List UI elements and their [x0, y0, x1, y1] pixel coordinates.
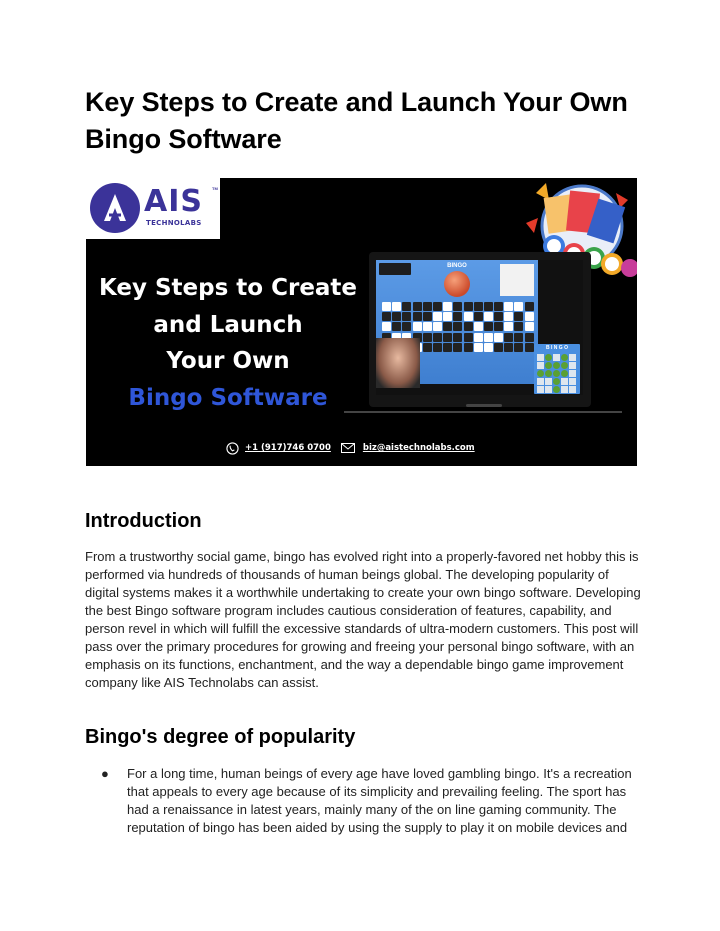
- player-card: [534, 344, 580, 394]
- board-cell: [484, 312, 493, 321]
- laptop-base: [344, 411, 622, 413]
- board-cell: [525, 343, 534, 352]
- board-cell: [433, 312, 442, 321]
- board-cell: [443, 333, 452, 342]
- board-cell: [382, 322, 391, 331]
- board-cell: [504, 343, 513, 352]
- popularity-bullet-list: [85, 765, 645, 837]
- board-cell: [484, 322, 493, 331]
- board-cell: [453, 312, 462, 321]
- board-cell: [433, 322, 442, 331]
- card-cell: [561, 354, 568, 361]
- card-cell: [553, 378, 560, 385]
- contact-line: [226, 440, 475, 456]
- phone-link[interactable]: +1 (917)746 0700: [245, 443, 331, 453]
- board-cell: [474, 343, 483, 352]
- bingo-app-screen: [376, 260, 583, 395]
- board-cell: [433, 343, 442, 352]
- balls-counter: [379, 263, 411, 275]
- card-cell: [553, 362, 560, 369]
- board-cell: [504, 302, 513, 311]
- board-cell: [453, 302, 462, 311]
- card-cell: [553, 354, 560, 361]
- board-cell: [464, 302, 473, 311]
- board-cell: [413, 312, 422, 321]
- logo-subtitle: TECHNOLABS: [146, 219, 202, 227]
- card-cell: [561, 378, 568, 385]
- card-cell: [569, 370, 576, 377]
- board-cell: [525, 322, 534, 331]
- ais-technolabs-logo: [86, 178, 220, 239]
- card-cell: [545, 386, 552, 393]
- board-cell: [464, 343, 473, 352]
- document-title: Key Steps to Create and Launch Your Own Bingo Software: [85, 87, 628, 154]
- board-cell: [474, 312, 483, 321]
- card-cell: [537, 386, 544, 393]
- card-cell: [537, 370, 544, 377]
- section-heading-introduction: Introduction: [85, 510, 202, 532]
- board-cell: [494, 322, 503, 331]
- card-cell: [537, 354, 544, 361]
- app-title: BINGO: [447, 263, 467, 269]
- card-cell: [569, 386, 576, 393]
- board-cell: [484, 343, 493, 352]
- board-cell: [494, 312, 503, 321]
- card-cell: [561, 370, 568, 377]
- logo-trademark: TM: [212, 186, 218, 191]
- board-cell: [453, 333, 462, 342]
- streamer-webcam: [376, 338, 420, 388]
- card-cell: [561, 386, 568, 393]
- board-cell: [443, 343, 452, 352]
- board-cell: [423, 312, 432, 321]
- board-cell: [474, 302, 483, 311]
- introduction-paragraph: From a trustworthy social game, bingo has evolved right into a properly-favored net hobby this is performed via hundreds of thousands of human beings global. The developing popularity of digital systems makes it a worthwhile undertaking to create your own bingo software. Developing the best Bingo software program includes cautious consideration of features, capability, and person revel in which will fulfill the excessive standards of ultra-modern customers. This post will pass over the primary procedures for growing and freeing your personal bingo software, with an emphasis on its functions, enchantment, and the way a dependable bingo game improvement company like AIS Technolabs can assist.: [85, 549, 641, 690]
- board-cell: [514, 312, 523, 321]
- card-cell: [537, 362, 544, 369]
- board-cell: [494, 333, 503, 342]
- board-cell: [382, 302, 391, 311]
- board-cell: [433, 333, 442, 342]
- board-cell: [474, 333, 483, 342]
- board-cell: [464, 312, 473, 321]
- board-cell: [514, 302, 523, 311]
- board-cell: [392, 302, 401, 311]
- card-cell: [553, 386, 560, 393]
- board-cell: [514, 322, 523, 331]
- card-cell: [569, 354, 576, 361]
- laptop-mockup: [369, 252, 591, 407]
- board-cell: [453, 343, 462, 352]
- winning-pattern: [500, 264, 534, 296]
- board-cell: [402, 312, 411, 321]
- board-cell: [504, 312, 513, 321]
- board-cell: [494, 343, 503, 352]
- banner-headline-line: Key Steps to Create: [98, 275, 358, 301]
- board-cell: [402, 322, 411, 331]
- card-cell: [569, 362, 576, 369]
- board-cell: [504, 333, 513, 342]
- board-cell: [392, 322, 401, 331]
- banner-headline: [92, 270, 364, 416]
- card-cell: [545, 378, 552, 385]
- logo-brand: AIS: [144, 184, 203, 219]
- card-cell: [569, 378, 576, 385]
- board-cell: [402, 302, 411, 311]
- board-cell: [443, 312, 452, 321]
- banner-headline-line: and Launch: [153, 311, 303, 338]
- board-cell: [464, 333, 473, 342]
- board-cell: [453, 322, 462, 331]
- board-cell: [525, 333, 534, 342]
- board-cell: [514, 343, 523, 352]
- board-cell: [514, 333, 523, 342]
- board-cell: [504, 322, 513, 331]
- board-cell: [433, 302, 442, 311]
- logo-emblem-icon: [90, 183, 140, 233]
- laptop-notch: [466, 404, 502, 407]
- board-cell: [494, 302, 503, 311]
- list-item: [85, 765, 645, 837]
- card-cell: [545, 362, 552, 369]
- board-cell: [382, 312, 391, 321]
- board-cell: [443, 302, 452, 311]
- board-cell: [423, 333, 432, 342]
- email-link[interactable]: biz@aistechnolabs.com: [362, 443, 475, 453]
- section-heading-popularity: Bingo's degree of popularity: [85, 726, 356, 748]
- board-cell: [413, 302, 422, 311]
- bullet-icon: ●: [101, 766, 109, 781]
- board-cell: [474, 322, 483, 331]
- card-cell: [545, 354, 552, 361]
- board-cell: [423, 322, 432, 331]
- banner-headline-highlight: Bingo Software: [128, 384, 328, 411]
- board-cell: [392, 312, 401, 321]
- board-cell: [443, 322, 452, 331]
- board-cell: [423, 343, 432, 352]
- banner-headline-line: Your Own: [166, 348, 290, 374]
- card-header: B I N G O: [546, 345, 568, 351]
- board-cell: [484, 302, 493, 311]
- board-cell: [464, 322, 473, 331]
- board-cell: [525, 302, 534, 311]
- phone-icon: [226, 442, 239, 455]
- board-cell: [413, 322, 422, 331]
- card-cell: [561, 362, 568, 369]
- board-cell: [484, 333, 493, 342]
- list-item-text: For a long time, human beings of every age have loved gambling bingo. It's a recreation that appeals to every age because of its simplicity and prevailing feeling. The sport has had a renaissance in latest years, mainly many of the on line gaming community. The reputation of bingo has been aided by using the supply to play it on mobile devices and: [127, 766, 632, 835]
- card-grid: [537, 354, 576, 393]
- card-cell: [553, 370, 560, 377]
- card-cell: [545, 370, 552, 377]
- board-cell: [525, 312, 534, 321]
- hero-banner-image: [86, 178, 637, 466]
- envelope-icon: [341, 443, 355, 453]
- card-cell: [537, 378, 544, 385]
- board-cell: [423, 302, 432, 311]
- drawn-ball-icon: [444, 271, 470, 297]
